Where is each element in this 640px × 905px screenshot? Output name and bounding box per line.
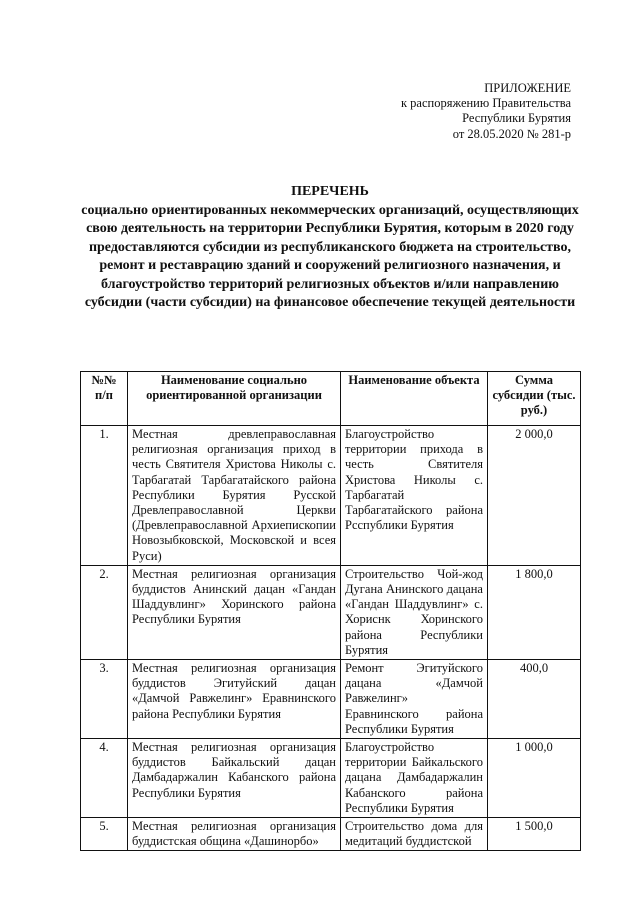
row-num: 3.	[81, 660, 128, 739]
document-title	[80, 183, 580, 313]
table-header-row	[81, 372, 581, 426]
organizations-table	[80, 371, 581, 851]
row-num: 1.	[81, 426, 128, 566]
row-sum: 1 800,0	[488, 565, 581, 659]
row-org: Местная религиозная организация буддистов Анинский дацан «Гандан Шаддувлинг» Хоринского района Республики Бурятия	[128, 565, 341, 659]
header-org: Наименование социально ориентированной организации	[128, 372, 341, 426]
row-sum: 1 000,0	[488, 739, 581, 818]
table-row	[81, 565, 581, 659]
header-num: №№ п/п	[81, 372, 128, 426]
row-num: 4.	[81, 739, 128, 818]
row-obj: Ремонт Эгитуйского дацана «Дамчой Равжелинг» Еравнинского района Республики Бурятия	[341, 660, 488, 739]
header-sum: Сумма субсидии (тыс. руб.)	[488, 372, 581, 426]
header-line-1: к распоряжению Правительства	[400, 96, 571, 111]
title-main: ПЕРЕЧЕНЬ	[291, 184, 369, 199]
row-obj: Благоустройство территории прихода в честь Святителя Христова Николы с. Тарбагатай Тарбагатайского района Рсспублики Бурятия	[341, 426, 488, 566]
row-org: Местная религиозная организация буддистская община «Дашинорбо»	[128, 818, 341, 851]
table-row	[81, 426, 581, 566]
row-org: Местная религиозная организация буддистов Байкальский дацан Дамбадаржалин Кабанского района Республики Бурятия	[128, 739, 341, 818]
row-org: Местная древлеправославная религиозная организация приход в честь Святителя Христова Николы с. Тарбагатай Тарбагатайского района Республики Бурятия Русской Древлеправославной Церкви (Древлеправославной Архиепископии Новозыбковской, Московской и всея Руси)	[128, 426, 341, 566]
row-sum: 1 500,0	[488, 818, 581, 851]
row-num: 5.	[81, 818, 128, 851]
row-obj: Строительство дома для медитаций буддистской	[341, 818, 488, 851]
table-row	[81, 818, 581, 851]
row-obj: Строительство Чой-жод Дугана Анинского дацана «Гандан Шаддувлинг» с. Хориснк Хоринского района Республики Бурятия	[341, 565, 488, 659]
title-subtitle: социально ориентированных некоммерческих организаций, осуществляющих свою деятельность на территории Республики Бурятия, которым в 2020 году предоставляются субсидии из республиканского бюджета на строительство, ремонт и реставрацию зданий и сооружений религиозного назначения, и благоустройство территорий религиозных объектов и/или направлению субсидии (части субсидии) на финансовое обеспечение текущей деятельности	[81, 202, 579, 310]
table-row	[81, 739, 581, 818]
row-sum: 400,0	[488, 660, 581, 739]
appendix-label: ПРИЛОЖЕНИЕ	[484, 81, 571, 95]
row-org: Местная религиозная организация буддистов Эгитуйский дацан «Дамчой Равжелинг» Еравнинского района Республики Бурятия	[128, 660, 341, 739]
header-obj: Наименование объекта	[341, 372, 488, 426]
row-obj: Благоустройство территории Байкальского дацана Дамбадаржалин Кабанского района Республики Бурятия	[341, 739, 488, 818]
header-line-2: Республики Бурятия	[462, 111, 571, 126]
row-sum: 2 000,0	[488, 426, 581, 566]
header-line-3: от 28.05.2020 № 281-р	[452, 126, 571, 141]
document-header	[401, 81, 571, 142]
table-row	[81, 660, 581, 739]
row-num: 2.	[81, 565, 128, 659]
